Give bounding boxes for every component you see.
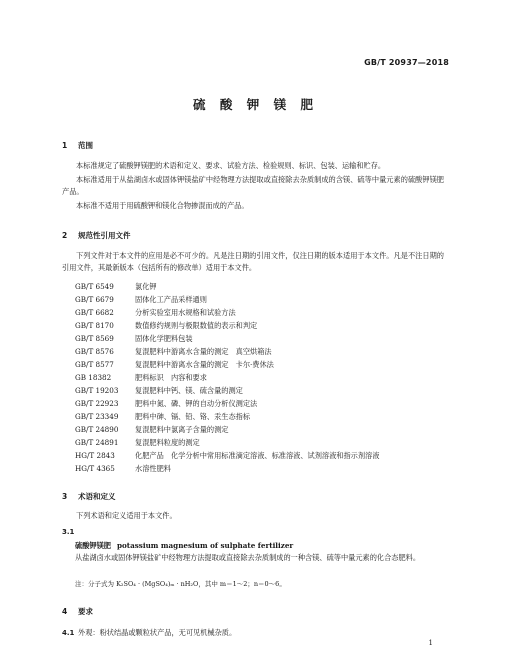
reference-title: 氯化钾 xyxy=(135,282,157,291)
requirement-text: 外观：粉状结晶或颗粒状产品，无可见机械杂质。 xyxy=(78,628,237,637)
standard-code: GB/T 20937—2018 xyxy=(364,58,449,67)
section-number: 3 xyxy=(62,492,68,501)
reference-item xyxy=(75,306,379,319)
term-number: 3.1 xyxy=(62,528,75,536)
reference-list xyxy=(75,280,379,475)
reference-item xyxy=(75,280,379,293)
section-heading-scope xyxy=(62,140,93,151)
reference-code: GB/T 6682 xyxy=(75,308,114,317)
term-english: potassium magnesium of sulphate fertilizer xyxy=(116,541,294,550)
reference-item xyxy=(75,423,379,436)
requirement-number: 4.1 xyxy=(62,629,75,637)
section-title: 范围 xyxy=(78,141,93,150)
reference-code: HG/T 4365 xyxy=(75,464,115,473)
reference-code: GB/T 6549 xyxy=(75,282,114,291)
reference-title: 肥料中氮、磷、钾的自动分析仪测定法 xyxy=(135,399,258,408)
term-definition: 从盐湖卤水或固体钾镁盐矿中经物理方法提取或直接除去杂质制成的一种含镁、硫等中量元素的化合态肥料。 xyxy=(75,553,421,562)
reference-code: GB/T 22923 xyxy=(75,399,119,408)
section-title: 术语和定义 xyxy=(78,492,116,501)
term-note: 注：分子式为 K₂SO₄ · (MgSO₄)ₘ · nH₂O，其中 m＝1～2；n＝0～6。 xyxy=(75,580,286,588)
reference-item xyxy=(75,436,379,449)
reference-code: GB/T 8577 xyxy=(75,360,114,369)
reference-code: GB/T 6679 xyxy=(75,295,114,304)
scope-paragraph-2: 本标准适用于从盐湖卤水或固体钾镁盐矿中经物理方法提取或直接除去杂质制成的含镁、硫等中量元素的硫酸钾镁肥产品。 xyxy=(62,175,444,196)
reference-code: GB/T 19203 xyxy=(75,386,119,395)
document-title: 硫 酸 钾 镁 肥 xyxy=(193,97,318,112)
reference-title: 化肥产品 化学分析中常用标准滴定溶液、标准溶液、试剂溶液和指示剂溶液 xyxy=(135,451,380,460)
reference-title: 肥料中砷、镉、铅、铬、汞生态指标 xyxy=(135,412,251,421)
scope-paragraph-3: 本标准不适用于用硫酸钾和镁化合物掺混而成的产品。 xyxy=(76,201,249,210)
reference-item xyxy=(75,319,379,332)
reference-title: 固体化工产品采样通则 xyxy=(135,295,207,304)
reference-code: GB/T 8576 xyxy=(75,347,114,356)
reference-item xyxy=(75,358,379,371)
reference-item xyxy=(75,410,379,423)
reference-code: GB 18382 xyxy=(75,373,112,382)
section-heading-terms xyxy=(62,491,116,502)
section-heading-requirements xyxy=(62,606,93,617)
terms-intro: 下列术语和定义适用于本文件。 xyxy=(76,511,177,520)
reference-title: 复混肥料中游离水含量的测定 真空烘箱法 xyxy=(135,347,272,356)
reference-item xyxy=(75,449,379,462)
reference-item xyxy=(75,332,379,345)
section-title: 规范性引用文件 xyxy=(78,231,131,240)
section-title: 要求 xyxy=(78,607,93,616)
reference-title: 复混肥料中游离水含量的测定 卡尔·费休法 xyxy=(135,360,274,369)
section-heading-normative-refs xyxy=(62,230,131,241)
page-number: 1 xyxy=(428,639,433,647)
scope-paragraph-1: 本标准规定了硫酸钾镁肥的术语和定义、要求、试验方法、检验规则、标识、包装、运输和贮存。 xyxy=(76,161,386,170)
normative-refs-intro: 下列文件对于本文件的应用是必不可少的。凡是注日期的引用文件，仅注日期的版本适用于本文件。凡是不注日期的引用文件，其最新版本（包括所有的修改单）适用于本文件。 xyxy=(62,251,444,272)
reference-code: GB/T 8569 xyxy=(75,334,114,343)
reference-code: GB/T 8170 xyxy=(75,321,114,330)
reference-item xyxy=(75,371,379,384)
term-entry xyxy=(75,541,293,551)
reference-title: 数值修约规则与极限数值的表示和判定 xyxy=(135,321,258,330)
section-number: 4 xyxy=(62,607,68,616)
term-chinese: 硫酸钾镁肥 xyxy=(75,541,111,550)
reference-title: 固体化学肥料包装 xyxy=(135,334,193,343)
reference-code: HG/T 2843 xyxy=(75,451,115,460)
reference-item xyxy=(75,462,379,475)
reference-title: 复混肥料粒度的测定 xyxy=(135,438,200,447)
reference-title: 分析实验室用水规格和试验方法 xyxy=(135,308,236,317)
reference-item xyxy=(75,397,379,410)
section-number: 1 xyxy=(62,141,68,150)
reference-item xyxy=(75,384,379,397)
reference-title: 水溶性肥料 xyxy=(135,464,171,473)
reference-item xyxy=(75,345,379,358)
reference-code: GB/T 24890 xyxy=(75,425,119,434)
section-number: 2 xyxy=(62,231,68,240)
reference-code: GB/T 23349 xyxy=(75,412,119,421)
reference-item xyxy=(75,293,379,306)
reference-code: GB/T 24891 xyxy=(75,438,119,447)
reference-title: 肥料标识 内容和要求 xyxy=(135,373,207,382)
requirement-item xyxy=(62,628,236,638)
reference-title: 复混肥料中氯离子含量的测定 xyxy=(135,425,229,434)
reference-title: 复混肥料中钙、镁、硫含量的测定 xyxy=(135,386,243,395)
